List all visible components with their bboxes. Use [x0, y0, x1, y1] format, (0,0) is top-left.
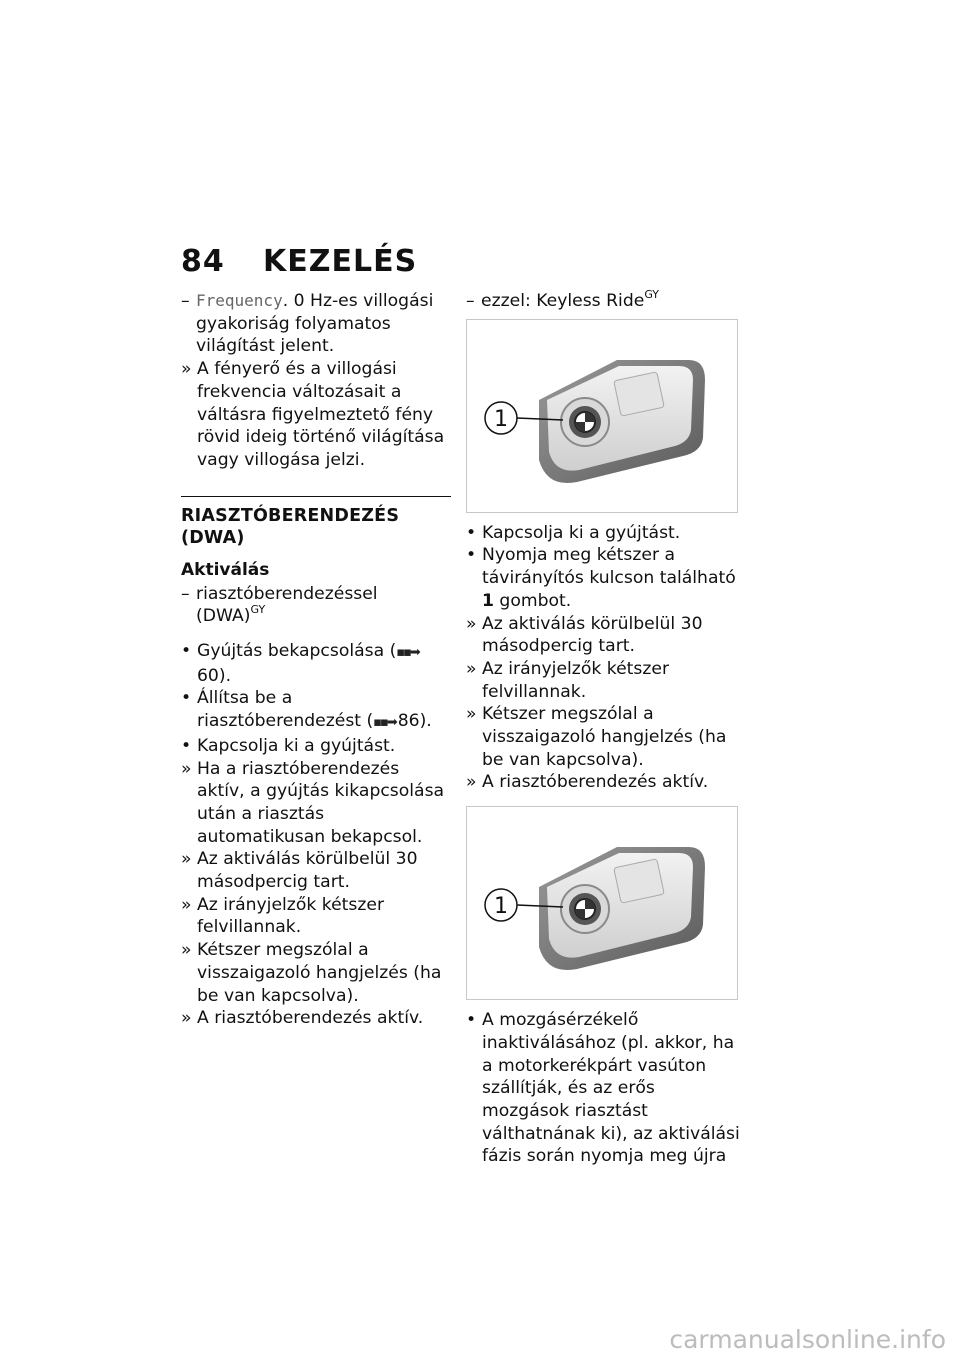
result-marker: » [181, 1008, 192, 1029]
step-item: • Kapcsolja ki a gyújtást. [466, 522, 681, 543]
page-ref-arrow-icon: ▪▪➡ [373, 715, 396, 731]
result-marker: » [181, 758, 192, 779]
page-ref[interactable]: 86). [397, 711, 432, 732]
section-title: RIASZTÓBERENDEZÉS (DWA) [181, 505, 400, 548]
subsection-title: Aktiválás [181, 559, 270, 580]
result-item: » Az aktiválás körülbelül 30 másodpercig tart. [181, 849, 418, 893]
section-divider [181, 496, 451, 497]
result-marker: » [466, 613, 477, 634]
bullet-marker: • [466, 545, 477, 566]
list-item: – riasztóberendezéssel (DWA)$^{GY}$ [181, 583, 378, 627]
page-header [181, 244, 417, 279]
bullet-marker: • [466, 1010, 477, 1031]
step-item: • Kapcsolja ki a gyújtást. [181, 735, 396, 756]
step-item: • Állítsa be a riasztóberendezést (▪▪➡ 86). [181, 687, 451, 734]
key-fob-figure [466, 319, 738, 513]
result-item: » Az irányjelzők kétszer felvillannak. [466, 658, 670, 702]
key-fob-figure-2 [466, 806, 738, 1000]
result-item: » A riasztóberendezés aktív. [466, 772, 709, 793]
result-item: » Az aktiválás körülbelül 30 másodpercig tart. [466, 613, 703, 657]
country-code: GY [644, 288, 660, 301]
step-item: • Gyújtás bekapcsolása (▪▪➡60). [181, 641, 419, 686]
result-item: » Kétszer megszólal a visszaigazoló hangjelzés (ha be van kapcsolva). [181, 940, 442, 1006]
figure-callout: 1 [494, 406, 508, 432]
left-column [181, 290, 451, 1030]
watermark: carmanualsonline.info [669, 1325, 946, 1354]
result-marker: » [181, 894, 192, 915]
result-marker: » [181, 940, 192, 961]
dash-marker: – [181, 583, 190, 604]
bullet-marker: • [181, 735, 192, 756]
result-item: » Kétszer megszólal a visszaigazoló hangjelzés (ha be van kapcsolva). [466, 704, 727, 770]
list-item: – ezzel: Keyless Ride$^{GY}$ [466, 288, 660, 311]
step-item: • A mozgásérzékelő inaktiválásához (pl. akkor, ha a motorkerékpárt vasúton szállítják, és az erős mozgások riasztást válthatnának ki), az aktiválási fázis során nyomja meg újra [466, 1010, 740, 1167]
page-ref-arrow-icon: ▪▪➡ [396, 645, 419, 661]
bullet-marker: • [466, 522, 477, 543]
figure-callout: 1 [494, 894, 508, 920]
key-fob-icon [467, 807, 737, 999]
result-item: » Ha a riasztóberendezés aktív, a gyújtás kikapcsolása után a riasztás automatikusan bekapcsol. [181, 758, 445, 847]
result-marker: » [466, 704, 477, 725]
key-fob-icon [467, 320, 737, 512]
result-marker: » [181, 359, 192, 380]
result-item: » Az irányjelzők kétszer felvillannak. [181, 894, 385, 938]
step-item: • Nyomja meg kétszer a távirányítós kulcson található 1 gombot. [466, 545, 736, 611]
chapter-title: KEZELÉS [263, 244, 418, 279]
result-marker: » [466, 658, 477, 679]
dash-marker: – [181, 291, 190, 311]
page-number: 84 [181, 244, 225, 279]
frequency-code: Frequency [196, 291, 283, 310]
page-ref[interactable]: 60). [197, 665, 232, 686]
bullet-marker: • [181, 688, 192, 709]
country-code: GY [250, 603, 266, 617]
result-item: » A riasztóberendezés aktív. [181, 1008, 424, 1029]
result-marker: » [466, 772, 477, 793]
dash-marker: – [466, 291, 475, 311]
result-item: » A fényerő és a villogási frekvencia változásait a váltásra figyelmeztető fény rövid ideig történő világítása vagy villogása jelzi. [181, 359, 445, 470]
result-marker: » [181, 849, 192, 870]
bullet-marker: • [181, 641, 192, 662]
list-item: – Frequency. 0 Hz-es villogási gyakoriság folyamatos világítást jelent. [181, 291, 434, 357]
right-column [466, 290, 740, 1168]
